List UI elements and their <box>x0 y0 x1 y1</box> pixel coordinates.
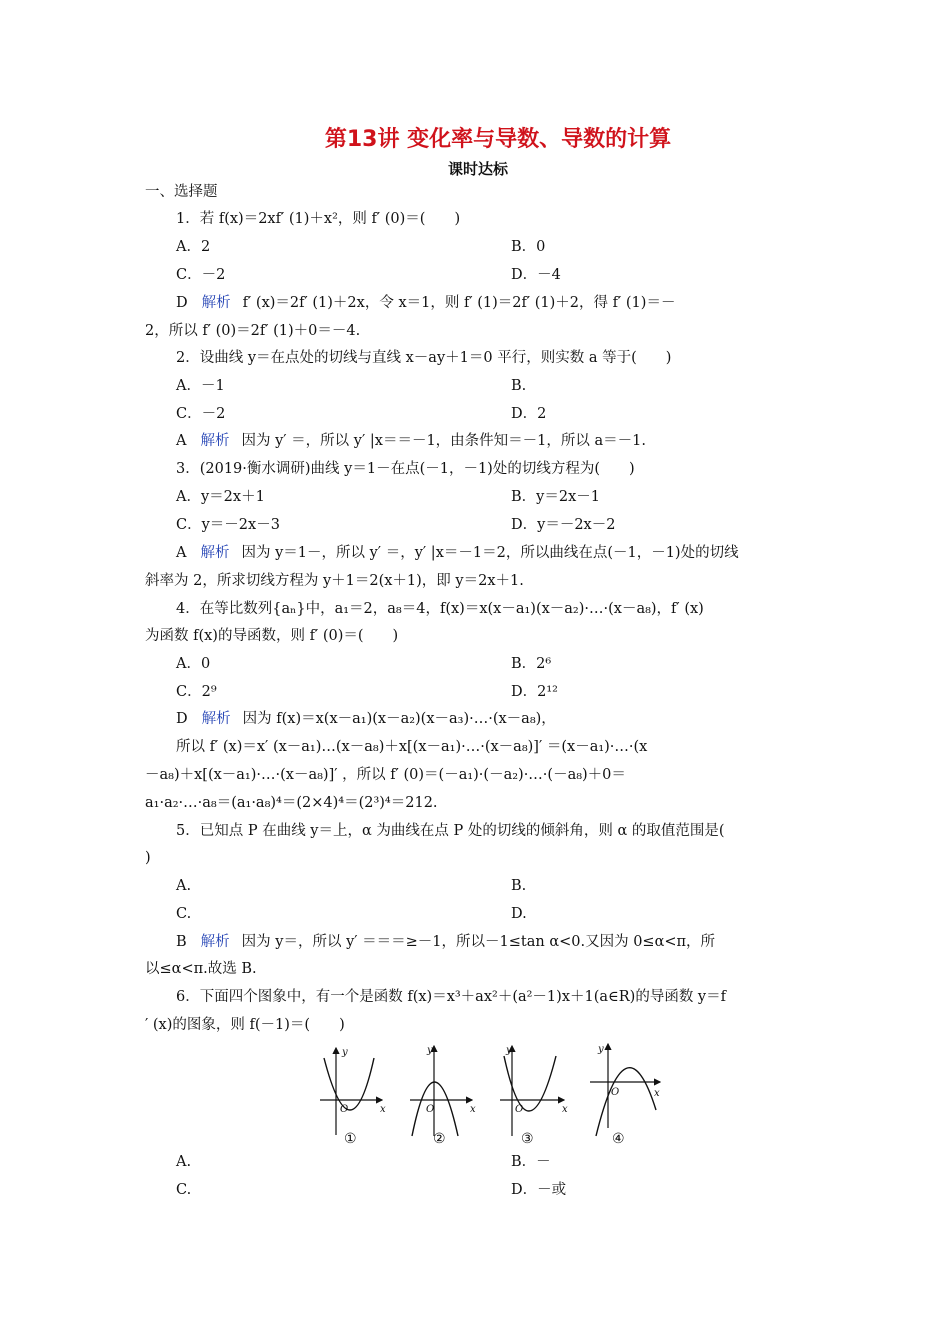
graph-2 <box>410 1045 476 1136</box>
q3-jiexi-label: 解析 <box>200 545 230 561</box>
q5-option-d: D. <box>511 906 527 922</box>
q6-option-c: C. <box>176 1182 192 1198</box>
q5-option-a: A. <box>176 878 192 894</box>
section-heading: 一、选择题 <box>145 184 218 200</box>
q1-jiexi-label: 解析 <box>201 295 231 311</box>
q5-solution-text-1: 因为 y＝，所以 y′ ＝＝＝≥－1，所以－1≤tan α<0.又因为 0≤α<π，所 <box>241 934 716 950</box>
q2-option-b: B. <box>511 378 527 394</box>
q6-option-b: B．－ <box>511 1154 551 1170</box>
q1-solution-text-1: f′ (x)＝2f′ (1)＋2x，令 x＝1，则 f′ (1)＝2f′ (1)＋2，得 f′ (1)＝－ <box>242 295 676 311</box>
q4-solution-line-1 <box>176 708 836 730</box>
question-2-stem: 2．设曲线 y＝在点处的切线与直线 x－ay＋1＝0 平行，则实数 a 等于( ) <box>176 350 672 366</box>
q2-solution-line-1 <box>176 430 836 452</box>
graph-1-label: ① <box>344 1131 357 1147</box>
q3-option-d: D．y＝－2x－2 <box>511 517 616 533</box>
graph-2-label: ② <box>433 1131 446 1147</box>
q4-option-b: B．2⁶ <box>511 656 552 672</box>
q5-option-c: C. <box>176 906 192 922</box>
question-6-stem-1: 6．下面四个图象中，有一个是函数 f(x)＝x³＋ax²＋(a²－1)x＋1(a∈R)的导函数 y＝f <box>176 989 726 1005</box>
graph-1-y-label: y <box>342 1047 348 1058</box>
graph-4-y-label: y <box>598 1044 604 1055</box>
graph-1-origin: O <box>340 1104 349 1115</box>
q3-solution-line-2: 斜率为 2，所求切线方程为 y＋1＝2(x＋1)，即 y＝2x＋1. <box>145 573 524 589</box>
q4-jiexi-label: 解析 <box>201 711 231 727</box>
q5-solution-line-2: 以≤α<π.故选 B. <box>145 961 257 977</box>
q4-solution-line-2: 所以 f′ (x)＝x′ (x－a₁)…(x－a₈)＋x[(x－a₁)·…·(x－a₈)]′ ＝(x－a₁)·…·(x <box>176 739 648 755</box>
q1-solution-line-2: 2，所以 f′ (0)＝2f′ (1)＋0＝－4. <box>145 323 361 339</box>
q2-option-a: A．－1 <box>176 378 225 394</box>
page-subtitle: 课时达标 <box>447 160 508 178</box>
q5-answer: B <box>176 934 187 950</box>
graph-4-label: ④ <box>612 1131 625 1147</box>
graph-3-y-label: y <box>506 1045 512 1056</box>
q4-answer: D <box>176 711 188 727</box>
q3-option-b: B．y＝2x－1 <box>511 489 600 505</box>
graph-4 <box>590 1044 660 1136</box>
question-5-stem-2: ) <box>145 850 151 866</box>
q1-option-d: D．－4 <box>511 267 561 283</box>
question-4-stem-1: 4．在等比数列{aₙ}中，a₁＝2，a₈＝4，f(x)＝x(x－a₁)(x－a₂)·…·(x－a₈)，f′ (x) <box>176 601 704 617</box>
q1-solution-line-1 <box>176 292 836 314</box>
q4-option-c: C．2⁹ <box>176 684 217 700</box>
graph-3-label: ③ <box>521 1131 534 1147</box>
q3-option-c: C．y＝－2x－3 <box>176 517 280 533</box>
graph-4-origin: O <box>611 1087 620 1098</box>
graph-1-x-label: x <box>380 1104 386 1115</box>
graph-2-origin: O <box>426 1104 435 1115</box>
q4-solution-line-3: －a₈)＋x[(x－a₁)·…·(x－a₈)]′ ，所以 f′ (0)＝(－a₁)·(－a₂)·…·(－a₈)＋0＝ <box>145 767 626 783</box>
q5-option-b: B. <box>511 878 527 894</box>
q4-option-a: A．0 <box>176 656 211 672</box>
q4-option-d: D．2¹² <box>511 684 558 700</box>
graph-4-x-label: x <box>654 1088 660 1099</box>
graph-2-x-label: x <box>470 1104 476 1115</box>
page-title: 第13讲 变化率与导数、导数的计算 <box>324 127 672 152</box>
q3-solution-line-1 <box>176 542 836 564</box>
graph-1 <box>320 1047 386 1135</box>
question-6-stem-2: ′ (x)的图象，则 f(－1)＝( ) <box>145 1017 345 1033</box>
q2-solution-text-1: 因为 y′ ＝，所以 y′ |x＝＝－1，由条件知＝－1，所以 a＝－1. <box>241 433 646 449</box>
q1-option-c: C．－2 <box>176 267 226 283</box>
graph-2-y-label: y <box>427 1045 433 1056</box>
q2-option-d: D．2 <box>511 406 547 422</box>
q6-option-a: A. <box>176 1154 192 1170</box>
q1-option-b: B．0 <box>511 239 546 255</box>
question-4-stem-2: 为函数 f(x)的导函数，则 f′ (0)＝( ) <box>145 628 399 644</box>
q5-jiexi-label: 解析 <box>200 934 230 950</box>
q2-option-c: C．－2 <box>176 406 226 422</box>
q6-option-d: D．－或 <box>511 1182 567 1198</box>
graph-3 <box>500 1045 568 1136</box>
q1-answer: D <box>176 295 188 311</box>
graph-3-x-label: x <box>562 1104 568 1115</box>
q3-answer: A <box>176 545 187 561</box>
q5-solution-line-1 <box>176 931 836 953</box>
question-5-stem-1: 5．已知点 P 在曲线 y＝上，α 为曲线在点 P 处的切线的倾斜角，则 α 的取值范围是( <box>176 823 725 839</box>
q3-option-a: A．y＝2x＋1 <box>176 489 265 505</box>
q3-solution-text-1: 因为 y＝1－，所以 y′ ＝，y′ |x＝－1＝2，所以曲线在点(－1，－1)处的切线 <box>241 545 739 561</box>
q4-solution-line-4: a₁·a₂·…·a₈＝(a₁·a₈)⁴＝(2×4)⁴＝(2³)⁴＝212. <box>145 795 438 811</box>
q1-option-a: A．2 <box>176 239 211 255</box>
q2-jiexi-label: 解析 <box>200 433 230 449</box>
graph-3-origin: O <box>515 1104 524 1115</box>
q2-answer: A <box>176 433 187 449</box>
question-3-stem: 3．(2019·衡水调研)曲线 y＝1－在点(－1，－1)处的切线方程为( ) <box>176 461 635 477</box>
q4-solution-text-1: 因为 f(x)＝x(x－a₁)(x－a₂)(x－a₃)·…·(x－a₈)， <box>242 711 556 727</box>
question-1-stem: 1．若 f(x)＝2xf′ (1)＋x²，则 f′ (0)＝( ) <box>176 211 461 227</box>
